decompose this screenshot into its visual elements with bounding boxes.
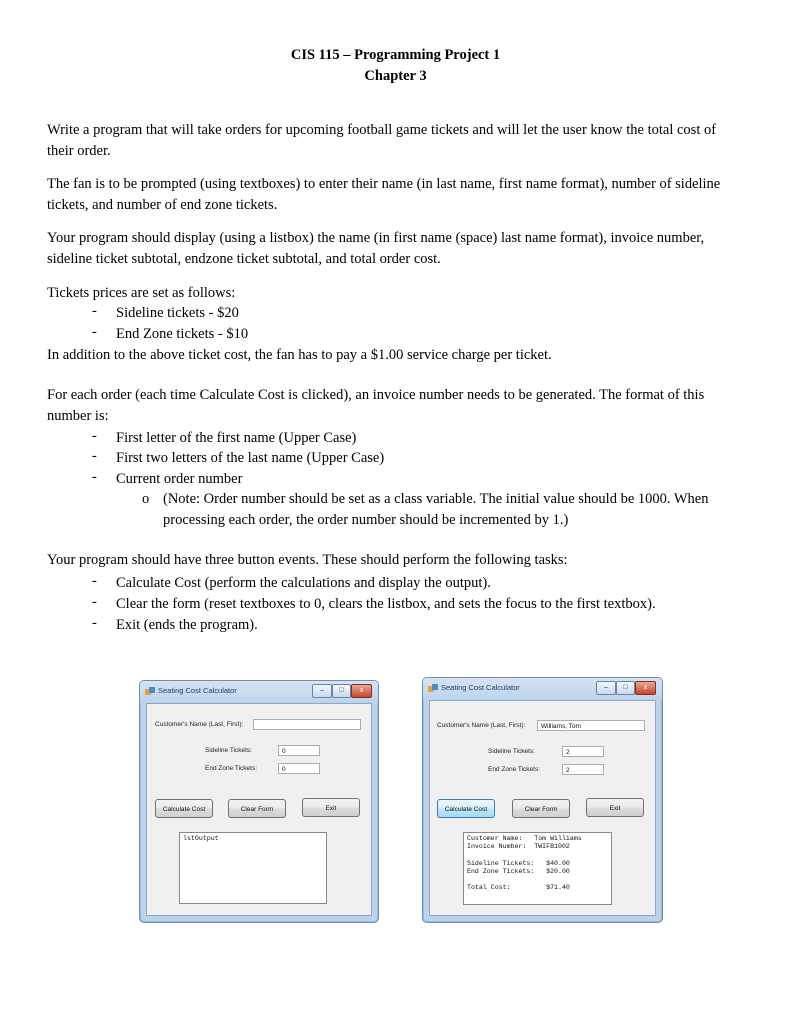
close-button[interactable]: x (351, 684, 372, 698)
listbox-line: End Zone Tickets: $20.00 (467, 867, 570, 875)
endzone-label: End Zone Tickets: (488, 766, 541, 773)
endzone-label: End Zone Tickets: (205, 765, 258, 772)
dash: - (92, 594, 97, 610)
minimize-button[interactable]: – (312, 684, 332, 698)
invoice-item: First two letters of the last name (Upper Case) (116, 450, 385, 466)
output-listbox[interactable] (463, 832, 612, 905)
dash: - (92, 615, 97, 631)
name-label: Customer's Name (Last, First): (155, 721, 244, 728)
listbox-line: Customer Name: Tom Williams (467, 835, 582, 842)
form-window-empty (139, 680, 379, 923)
name-input[interactable] (253, 719, 361, 730)
form-client-area (146, 703, 372, 916)
doc-title: CIS 115 – Programming Project 1 (290, 47, 501, 63)
listbox-line: Total Cost: $71.40 (467, 884, 570, 892)
listbox-line (467, 851, 608, 859)
endzone-input[interactable]: 2 (562, 764, 604, 775)
price-item: End Zone tickets - $10 (116, 326, 249, 342)
app-icon (145, 687, 155, 696)
listbox-line: Invoice Number: TWIFB1002 (467, 843, 570, 851)
maximize-button[interactable]: □ (616, 681, 635, 695)
dash: - (92, 469, 97, 485)
dash: - (92, 428, 97, 444)
invoice-note: (Note: Order number should be set as a class variable. The initial value should be 1000. When processing each order, the order number should be incremented by 1.) (163, 491, 709, 528)
sideline-label: Sideline Tickets: (488, 748, 535, 755)
event-item: Clear the form (reset textboxes to 0, clears the listbox, and sets the focus to the first textbox). (116, 596, 656, 612)
calculate-cost-button[interactable]: Calculate Cost (155, 799, 213, 818)
prices-intro: Tickets prices are set as follows: (47, 285, 236, 301)
invoice-item: First letter of the first name (Upper Case) (116, 430, 357, 446)
exit-button[interactable]: Exit (302, 798, 360, 817)
listbox-line (467, 876, 608, 884)
listbox-line: lstOutput (183, 835, 219, 842)
title-bar[interactable] (423, 678, 662, 700)
close-button[interactable]: x (635, 681, 656, 695)
name-input[interactable]: Williams, Tom (537, 720, 645, 731)
paragraph-invoice: For each order (each time Calculate Cost is clicked), an invoice number needs to be generated. The format of this number is: (47, 387, 705, 424)
service-charge: In addition to the above ticket cost, the fan has to pay a $1.00 service charge per ticket. (47, 347, 552, 363)
form-client-area (429, 700, 656, 916)
window-title: Seating Cost Calculator (441, 683, 520, 692)
exit-button[interactable]: Exit (586, 798, 644, 817)
paragraph-events: Your program should have three button events. These should perform the following tasks: (47, 552, 568, 568)
invoice-item: Current order number (116, 471, 243, 487)
event-item: Calculate Cost (perform the calculations and display the output). (116, 575, 491, 591)
calculate-cost-button[interactable]: Calculate Cost (437, 799, 495, 818)
name-label: Customer's Name (Last, First): (437, 722, 526, 729)
output-listbox[interactable] (179, 832, 327, 904)
dash: - (92, 303, 97, 319)
endzone-input[interactable]: 0 (278, 763, 320, 774)
title-bar[interactable] (140, 681, 378, 703)
paragraph-intro: Write a program that will take orders for upcoming football game tickets and will let the user know the total cost of their order. (47, 122, 717, 159)
doc-subtitle: Chapter 3 (364, 68, 427, 84)
sideline-input[interactable]: 0 (278, 745, 320, 756)
form-window-filled (422, 677, 663, 923)
sideline-input[interactable]: 2 (562, 746, 604, 757)
maximize-button[interactable]: □ (332, 684, 351, 698)
window-title: Seating Cost Calculator (158, 686, 237, 695)
app-icon (428, 684, 438, 693)
dash: - (92, 448, 97, 464)
event-item: Exit (ends the program). (116, 617, 258, 633)
clear-form-button[interactable]: Clear Form (512, 799, 570, 818)
listbox-line: Sideline Tickets: $40.00 (467, 859, 570, 867)
paragraph-prompt: The fan is to be prompted (using textboxes) to enter their name (in last name, first name format), number of sideline tickets, and number of end zone tickets. (47, 176, 721, 213)
note-bullet: o (142, 491, 150, 507)
dash: - (92, 573, 97, 589)
minimize-button[interactable]: – (596, 681, 616, 695)
clear-form-button[interactable]: Clear Form (228, 799, 286, 818)
sideline-label: Sideline Tickets: (205, 747, 252, 754)
paragraph-display: Your program should display (using a listbox) the name (in first name (space) last name format), invoice number, sideline ticket subtotal, endzone ticket subtotal, and total order cost. (47, 230, 705, 267)
price-item: Sideline tickets - $20 (116, 305, 239, 321)
dash: - (92, 324, 97, 340)
